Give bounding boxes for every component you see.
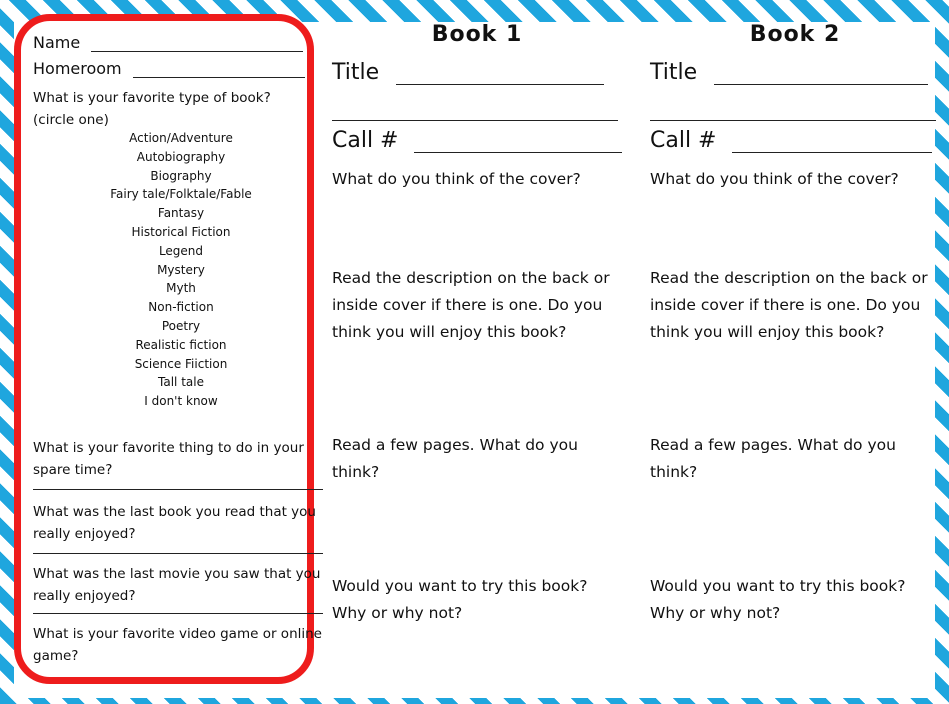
book-type-option[interactable]: Tall tale — [158, 375, 204, 390]
worksheet — [14, 22, 935, 698]
book-type-option[interactable]: Autobiography — [136, 149, 226, 164]
book-type-option[interactable]: Fairy tale/Folktale/Fable — [110, 187, 252, 202]
book2-call-row — [650, 128, 932, 153]
name-label: Name — [33, 33, 81, 52]
homeroom-row — [33, 59, 305, 78]
book1-call-label: Call # — [332, 128, 399, 153]
book1-cover-question: What do you think of the cover? — [332, 170, 581, 188]
book-type-option[interactable]: Myth — [166, 281, 196, 296]
book-type-option[interactable]: Mystery — [157, 262, 205, 277]
book2-description-question: Read the description on the back or inside cover if there is one. Do you think you will enjoy this book? — [650, 269, 928, 341]
book1-call-field[interactable] — [414, 152, 622, 153]
book1-call-row — [332, 128, 622, 153]
book2-call-label: Call # — [650, 128, 717, 153]
book2-title-row — [650, 60, 928, 85]
student-info-panel — [14, 14, 322, 684]
book1-title-extra-line[interactable] — [332, 120, 618, 121]
homeroom-field[interactable] — [133, 77, 305, 78]
book2-call-field[interactable] — [732, 152, 932, 153]
book-type-option[interactable]: Legend — [158, 243, 204, 258]
last-book-question: What was the last book you read that you really enjoyed? — [33, 504, 316, 542]
book-type-option[interactable]: Fantasy — [157, 206, 205, 221]
book-type-option[interactable]: Biography — [150, 168, 212, 183]
favorite-type-question — [33, 87, 323, 131]
spare-time-answer-line[interactable] — [33, 489, 323, 490]
last-movie-answer-line[interactable] — [33, 613, 323, 614]
book-type-option[interactable]: I don't know — [144, 394, 218, 409]
last-movie-question: What was the last movie you saw that you really enjoyed? — [33, 566, 321, 604]
spare-time-question: What is your favorite thing to do in your spare time? — [33, 440, 304, 478]
video-game-question: What is your favorite video game or online game? — [33, 626, 322, 664]
book1-title-label: Title — [332, 60, 380, 85]
name-field[interactable] — [91, 51, 303, 52]
circle-one-text: (circle one) — [33, 112, 109, 128]
book-type-option[interactable]: Realistic fiction — [135, 337, 227, 352]
book1-try-question: Would you want to try this book? Why or why not? — [332, 577, 588, 622]
last-book-answer-line[interactable] — [33, 553, 323, 554]
book-type-option[interactable]: Science Fiiction — [134, 356, 228, 371]
book2-title-field[interactable] — [714, 84, 928, 85]
book-type-option[interactable]: Action/Adventure — [129, 131, 233, 145]
book2-cover-question: What do you think of the cover? — [650, 170, 899, 188]
book1-pages-question: Read a few pages. What do you think? — [332, 436, 578, 481]
book2-try-question: Would you want to try this book? Why or why not? — [650, 577, 906, 622]
favorite-type-text: What is your favorite type of book? — [33, 90, 271, 106]
homeroom-label: Homeroom — [33, 59, 122, 78]
book2-title-label: Title — [650, 60, 698, 85]
book1-title-row — [332, 60, 604, 85]
book2-pages-question: Read a few pages. What do you think? — [650, 436, 896, 481]
book1-title-field[interactable] — [396, 84, 604, 85]
book1-heading: Book 1 — [431, 22, 523, 47]
book-type-option[interactable]: Historical Fiction — [131, 224, 231, 239]
name-row — [33, 33, 303, 52]
book-type-option[interactable]: Non-fiction — [148, 300, 214, 315]
book2-title-extra-line[interactable] — [650, 120, 936, 121]
book-type-list — [21, 129, 341, 411]
book2-heading: Book 2 — [749, 22, 841, 47]
book-type-option[interactable]: Poetry — [161, 318, 201, 333]
book1-description-question: Read the description on the back or inside cover if there is one. Do you think you will enjoy this book? — [332, 269, 610, 341]
